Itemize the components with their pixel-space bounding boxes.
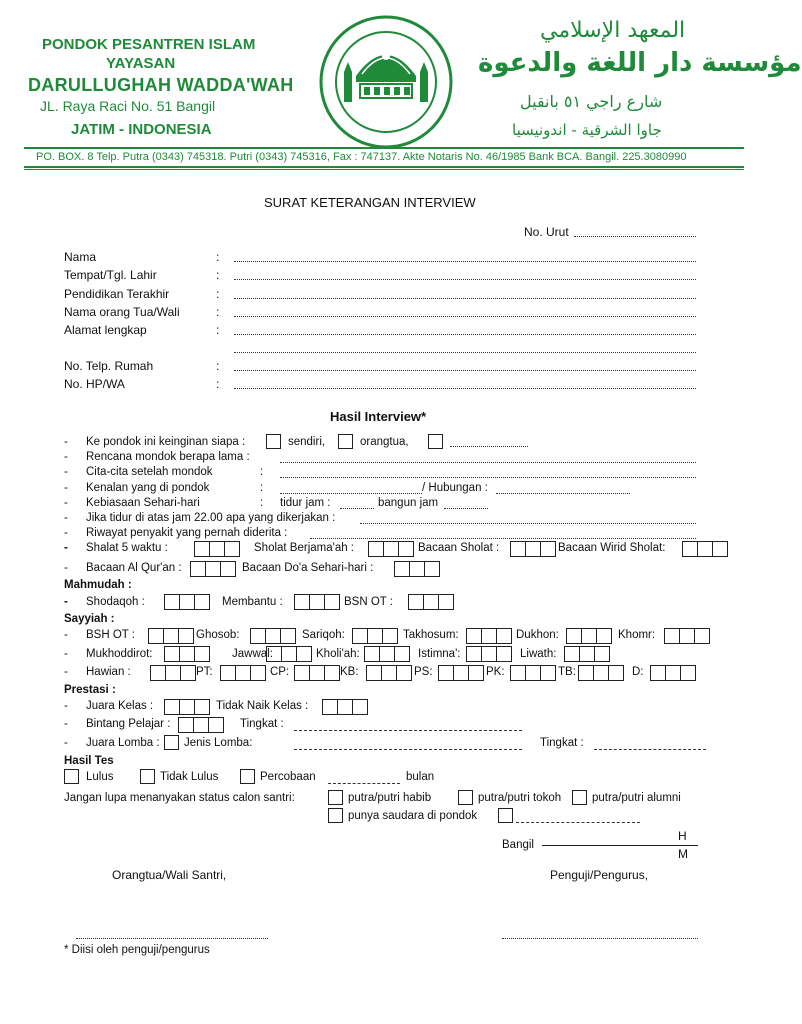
q-doa: Bacaan Do'a Sehari-hari :: [242, 562, 374, 574]
prestasi-jenis: Jenis Lomba:: [184, 737, 253, 749]
jenis-lomba-field[interactable]: [294, 749, 522, 750]
q-berjamaah: Sholat Berjama'ah :: [254, 542, 355, 554]
colon: :: [216, 323, 220, 337]
prestasi-tingkat: Tingkat :: [240, 718, 284, 730]
grid-ghosob[interactable]: [250, 628, 296, 644]
percobaan-field[interactable]: [328, 783, 400, 784]
ortu-field[interactable]: [234, 316, 696, 317]
status-saudara: punya saudara di pondok: [348, 810, 478, 822]
cita-field[interactable]: [280, 477, 696, 478]
arabic-line3: شارع راجي ٥١ بانقيل: [520, 92, 663, 111]
grid-pk[interactable]: [510, 665, 556, 681]
field-label-ortu: Nama orang Tua/Wali: [64, 305, 180, 319]
q-riwayat: Riwayat penyakit yang pernah diderita :: [86, 527, 288, 539]
rencana-field[interactable]: [280, 462, 696, 463]
checkbox-sendiri[interactable]: [266, 434, 281, 449]
checkbox-alumni[interactable]: [572, 790, 587, 805]
field-label-telp: No. Telp. Rumah: [64, 359, 154, 373]
pendidikan-field[interactable]: [234, 298, 696, 299]
grid-bacaan-sholat[interactable]: [510, 541, 556, 557]
field-label-alamat: Alamat lengkap: [64, 323, 147, 337]
header-divider-thin: [24, 169, 744, 170]
arabic-line1: المعهد الإسلامي: [540, 18, 686, 43]
sayyiah-pt: PT:: [196, 666, 213, 678]
checkbox-saudara[interactable]: [328, 808, 343, 823]
riwayat-field[interactable]: [310, 538, 696, 539]
dash: -: [64, 497, 68, 509]
q-kebiasaan: Kebiasaan Sehari-hari: [86, 497, 200, 509]
field-label-hp: No. HP/WA: [64, 377, 125, 391]
sayyiah-sariqoh: Sariqoh:: [302, 629, 345, 641]
foundation-logo: [318, 14, 454, 150]
grid-d[interactable]: [650, 665, 696, 681]
prestasi-tidak-naik: Tidak Naik Kelas :: [216, 700, 309, 712]
sayyiah-d: D:: [632, 666, 644, 678]
header-line5: JATIM - INDONESIA: [71, 121, 212, 138]
grid-shalat[interactable]: [194, 541, 240, 557]
grid-kholiah[interactable]: [364, 646, 410, 662]
mahmudah-membantu: Membantu :: [222, 596, 283, 608]
date-divider: [542, 845, 698, 846]
checkbox-lainnya[interactable]: [428, 434, 443, 449]
q-cita: Cita-cita setelah mondok: [86, 466, 213, 478]
checkbox-percobaan[interactable]: [240, 769, 255, 784]
q-wirid: Bacaan Wirid Sholat:: [558, 542, 666, 554]
dash: -: [64, 648, 68, 660]
sayyiah-kb: KB:: [340, 666, 359, 678]
mahmudah-bsn: BSN OT :: [344, 596, 393, 608]
sayyiah-tb: TB:: [558, 666, 576, 678]
grid-mukhoddirot[interactable]: [164, 646, 210, 662]
sayyiah-khomr: Khomr:: [618, 629, 656, 641]
sayyiah-dukhon: Dukhon:: [516, 629, 559, 641]
checkbox-lulus[interactable]: [64, 769, 79, 784]
checkbox-saudara-detail[interactable]: [498, 808, 513, 823]
q-keinginan: Ke pondok ini keinginan siapa :: [86, 436, 246, 448]
q-kenalan: Kenalan yang di pondok: [86, 482, 210, 494]
sayyiah-liwath: Liwath:: [520, 648, 557, 660]
field-label-pendidikan: Pendidikan Terakhir: [64, 287, 170, 301]
field-label-ttl: Tempat/Tgl. Lahir: [64, 268, 157, 282]
sayyiah-istimna: Istimna':: [418, 648, 461, 660]
q-bacaan-sholat: Bacaan Sholat :: [418, 542, 500, 554]
grid-liwath[interactable]: [564, 646, 610, 662]
status-label: Jangan lupa menanyakan status calon santri:: [64, 792, 295, 804]
dash: -: [64, 629, 68, 641]
arabic-line4: جاوا الشرقية - اندونيسيا: [512, 121, 662, 139]
header-divider-top: [24, 147, 744, 149]
kenalan-field[interactable]: [280, 493, 422, 494]
colon: :: [216, 377, 220, 391]
tidur-field[interactable]: [340, 508, 374, 509]
no-urut-field[interactable]: [574, 236, 696, 237]
penguji-signature-field[interactable]: [502, 938, 698, 939]
status-habib: putra/putri habib: [348, 792, 432, 804]
wali-label: Orangtua/Wali Santri,: [112, 868, 227, 882]
mahmudah-shodaqoh: Shodaqoh :: [86, 596, 145, 608]
dash: -: [64, 466, 68, 478]
colon: :: [216, 287, 220, 301]
dash: -: [64, 527, 68, 539]
dash: -: [64, 700, 68, 712]
field-label-nama: Nama: [64, 250, 97, 264]
jika-field[interactable]: [360, 523, 696, 524]
hasil-percobaan: Percobaan: [260, 771, 316, 783]
grid-bsh[interactable]: [148, 628, 194, 644]
grid-shodaqoh[interactable]: [164, 594, 210, 610]
hubungan-field[interactable]: [496, 493, 630, 494]
sayyiah-title: Sayyiah :: [64, 613, 115, 625]
header-line1: PONDOK PESANTREN ISLAM: [42, 36, 256, 53]
tingkat-field[interactable]: [294, 730, 522, 731]
saudara-field[interactable]: [516, 822, 640, 823]
grid-khomr[interactable]: [664, 628, 710, 644]
status-tokoh: putra/putri tokoh: [478, 792, 562, 804]
grid-tb[interactable]: [578, 665, 624, 681]
hijri-label: H: [678, 829, 687, 843]
grid-membantu[interactable]: [294, 594, 340, 610]
grid-pt[interactable]: [220, 665, 266, 681]
colon: :: [260, 466, 264, 478]
prestasi-lomba: Juara Lomba :: [86, 737, 160, 749]
q-quran: Bacaan Al Qur'an :: [86, 562, 182, 574]
checkbox-habib[interactable]: [328, 790, 343, 805]
colon: :: [216, 268, 220, 282]
grid-cp[interactable]: [294, 665, 340, 681]
footnote: * Diisi oleh penguji/pengurus: [64, 944, 210, 956]
dash: -: [64, 737, 68, 749]
prestasi-juara-kelas: Juara Kelas :: [86, 700, 154, 712]
dash: -: [64, 482, 68, 494]
grid-bintang[interactable]: [178, 717, 224, 733]
sayyiah-kholiah: Kholi'ah:: [316, 648, 360, 660]
grid-sariqoh[interactable]: [352, 628, 398, 644]
grid-jawwal[interactable]: [266, 646, 312, 662]
colon: :: [216, 359, 220, 373]
grid-wirid[interactable]: [682, 541, 728, 557]
opt-sendiri: sendiri,: [288, 436, 326, 448]
sayyiah-bsh: BSH OT :: [86, 629, 135, 641]
colon: :: [260, 482, 264, 494]
hasil-tidak-lulus: Tidak Lulus: [160, 771, 219, 783]
sayyiah-cp: CP:: [270, 666, 290, 678]
dash: -: [64, 512, 68, 524]
grid-juara-kelas[interactable]: [164, 699, 210, 715]
sayyiah-takhosum: Takhosum:: [403, 629, 459, 641]
telp-field[interactable]: [234, 370, 696, 371]
header-line2: YAYASAN: [106, 55, 176, 72]
sayyiah-mukhoddirot: Mukhoddirot:: [86, 648, 153, 660]
hasil-tes-title: Hasil Tes: [64, 755, 114, 767]
grid-quran[interactable]: [190, 561, 236, 577]
grid-tidak-naik[interactable]: [322, 699, 368, 715]
hasil-lulus: Lulus: [86, 771, 114, 783]
dash: -: [64, 562, 68, 574]
prestasi-bintang: Bintang Pelajar :: [86, 718, 171, 730]
lainnya-field[interactable]: [450, 446, 528, 447]
q-jika: Jika tidur di atas jam 22.00 apa yang dikerjakan :: [86, 512, 336, 524]
grid-dukhon[interactable]: [566, 628, 612, 644]
colon: :: [216, 250, 220, 264]
prestasi-tingkat-lomba: Tingkat :: [540, 737, 584, 749]
hasil-bulan: bulan: [406, 771, 435, 783]
dash: -: [64, 451, 68, 463]
dash: -: [64, 666, 68, 678]
grid-takhosum[interactable]: [466, 628, 512, 644]
no-urut-label: No. Urut: [524, 225, 569, 239]
bangil-label: Bangil: [502, 839, 534, 851]
dash: -: [64, 542, 68, 554]
nama-field[interactable]: [234, 261, 696, 262]
checkbox-lomba[interactable]: [164, 735, 179, 750]
status-alumni: putra/putri alumni: [592, 792, 681, 804]
q-tidur: tidur jam :: [280, 497, 331, 509]
prestasi-title: Prestasi :: [64, 684, 116, 696]
opt-orangtua: orangtua,: [360, 436, 409, 448]
grid-doa[interactable]: [394, 561, 440, 577]
header-line4: JL. Raya Raci No. 51 Bangil: [40, 98, 216, 114]
sayyiah-ps: PS:: [414, 666, 433, 678]
ttl-field[interactable]: [234, 279, 696, 280]
q-rencana: Rencana mondok berapa lama :: [86, 451, 250, 463]
dash: -: [64, 436, 68, 448]
header-contact: PO. BOX. 8 Telp. Putra (0343) 745318. Putri (0343) 745316, Fax : 747137. Akte Notaris No. 46/1985 Bank BCA. Bangil. 225.3080990: [36, 151, 687, 163]
wali-signature-field[interactable]: [76, 938, 268, 939]
sayyiah-ghosob: Ghosob:: [196, 629, 240, 641]
grid-bsn[interactable]: [408, 594, 454, 610]
alamat-field-2[interactable]: [234, 352, 696, 353]
tingkat-lomba-field[interactable]: [594, 749, 706, 750]
form-title: SURAT KETERANGAN INTERVIEW: [264, 195, 476, 210]
masehi-label: M: [678, 847, 688, 861]
sayyiah-jawwal: Jawwal:: [232, 648, 273, 660]
q-shalat: Shalat 5 waktu :: [86, 542, 168, 554]
arabic-line2: مؤسسة دار اللغة والدعوة: [478, 48, 802, 78]
sayyiah-hawian: Hawian :: [86, 666, 131, 678]
header-line3: DARULLUGHAH WADDA'WAH: [28, 75, 294, 95]
checkbox-tokoh[interactable]: [458, 790, 473, 805]
checkbox-tidak-lulus[interactable]: [140, 769, 155, 784]
q-bangun: bangun jam: [378, 497, 439, 509]
dash: -: [64, 718, 68, 730]
grid-istimna[interactable]: [466, 646, 512, 662]
grid-kb[interactable]: [366, 665, 412, 681]
mahmudah-title: Mahmudah :: [64, 579, 132, 591]
colon: :: [216, 305, 220, 319]
hp-field[interactable]: [234, 388, 696, 389]
header-divider-bottom: [24, 166, 744, 168]
bangun-field[interactable]: [444, 508, 488, 509]
alamat-field[interactable]: [234, 334, 696, 335]
grid-ps[interactable]: [438, 665, 484, 681]
grid-berjamaah[interactable]: [368, 541, 414, 557]
penguji-label: Penguji/Pengurus,: [550, 868, 649, 882]
sayyiah-pk: PK:: [486, 666, 505, 678]
grid-hawian[interactable]: [150, 665, 196, 681]
checkbox-orangtua[interactable]: [338, 434, 353, 449]
dash: -: [64, 596, 68, 608]
colon: :: [260, 497, 264, 509]
hasil-interview-title: Hasil Interview*: [330, 409, 427, 424]
q-hubungan: / Hubungan :: [422, 482, 488, 494]
